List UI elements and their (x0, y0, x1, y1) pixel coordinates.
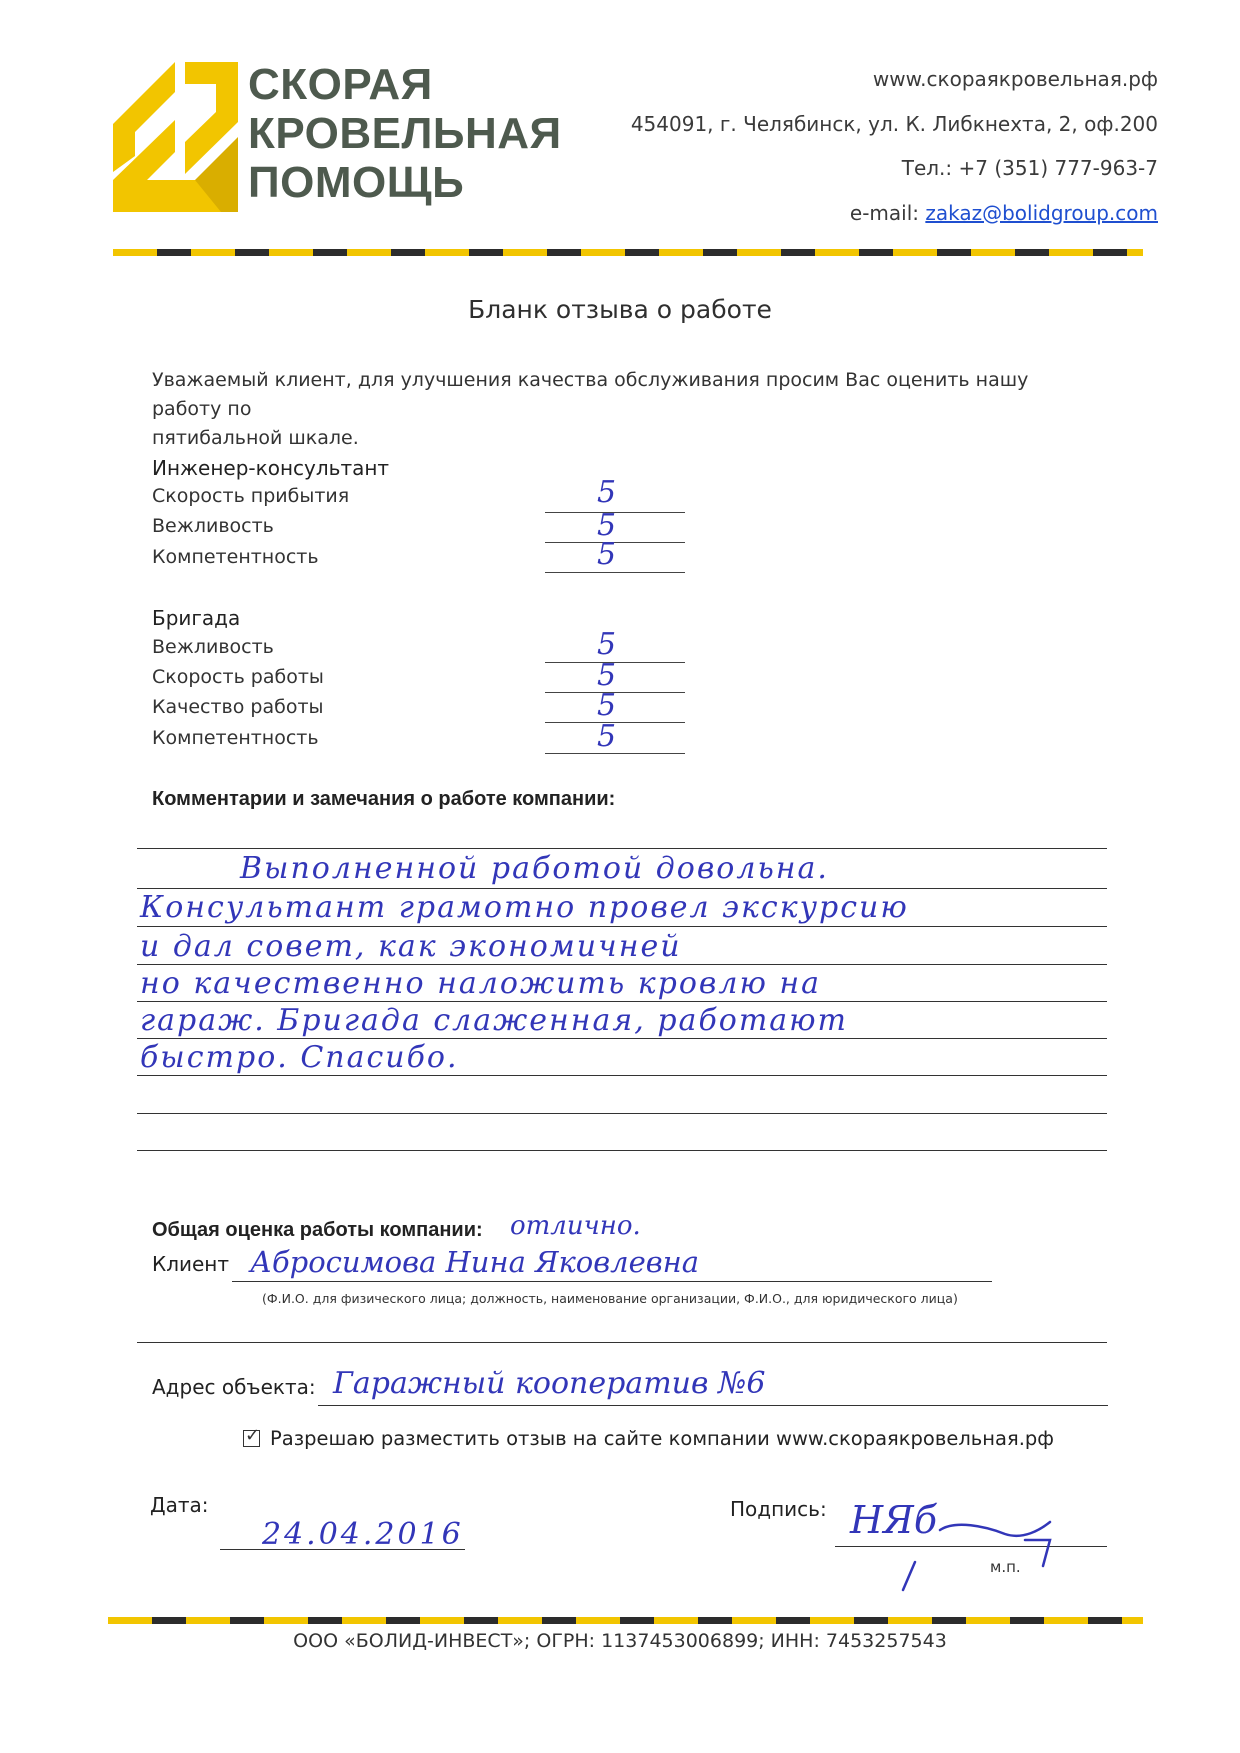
comment-line (137, 1038, 1107, 1039)
engineer-score[interactable]: 5 (597, 537, 617, 572)
comment-text-line[interactable]: быстро. Спасибо. (140, 1040, 459, 1075)
website-link[interactable]: www.скораякровельная.рф (872, 67, 1158, 91)
comment-line (137, 1150, 1107, 1151)
comment-line (137, 888, 1107, 889)
object-address-value[interactable]: Гаражный кооператив №6 (333, 1366, 766, 1401)
comment-text-line[interactable]: и дал совет, как экономичней (140, 929, 682, 964)
form-intro (152, 366, 1102, 453)
consent-text: Разрешаю разместить отзыв на сайте компании www.скораякровельная.рф (270, 1427, 1054, 1450)
client-label: Клиент (152, 1252, 230, 1276)
comment-text-line[interactable]: гараж. Бригада слаженная, работают (140, 1003, 849, 1038)
brigade-score[interactable]: 5 (597, 627, 617, 662)
engineer-score[interactable]: 5 (597, 508, 617, 543)
comment-line (137, 1075, 1107, 1076)
brigade-heading: Бригада (152, 606, 241, 630)
client-line (232, 1281, 992, 1282)
brigade-score[interactable]: 5 (597, 658, 617, 693)
engineer-criterion-label: Вежливость (152, 515, 274, 537)
email-label: e-mail: (849, 200, 926, 225)
intro-line-2: пятибальной шкале. (152, 427, 359, 449)
company-requisites: ООО «БОЛИД-ИНВЕСТ»; ОГРН: 1137453006899; ИНН: 7453257543 (293, 1630, 947, 1652)
client-field-note: (Ф.И.О. для физического лица; должность, наименование организации, Ф.И.О., для юридического лица) (262, 1291, 958, 1306)
footer-stripe (108, 1617, 1143, 1624)
logo-line-1: СКОРАЯ (248, 60, 433, 109)
date-label: Дата: (150, 1493, 209, 1517)
header-stripe (113, 249, 1143, 256)
comment-line (137, 1113, 1107, 1114)
company-phone: Тел.: +7 (351) 777-963-7 (901, 156, 1158, 180)
logo-line-2: КРОВЕЛЬНАЯ (248, 109, 562, 158)
comment-text-line[interactable]: но качественно наложить кровлю на (140, 966, 822, 1001)
brigade-criterion-label: Качество работы (152, 696, 324, 718)
logo-line-3: ПОМОЩЬ (248, 158, 465, 207)
date-value[interactable]: 24.04.2016 (262, 1517, 464, 1552)
company-contacts (631, 62, 1158, 240)
engineer-criterion-label: Компетентность (152, 546, 319, 568)
brigade-criterion-label: Вежливость (152, 636, 274, 658)
comments-heading: Комментарии и замечания о работе компании: (152, 788, 616, 810)
company-address: 454091, г. Челябинск, ул. К. Либкнехта, 2, оф.200 (630, 111, 1158, 136)
signature-mark (845, 1500, 1060, 1592)
checkmark-icon: ✓ (245, 1425, 261, 1446)
form-title: Бланк отзыва о работе (468, 295, 772, 324)
company-logo-mark (113, 62, 238, 212)
overall-rating-value[interactable]: отлично. (510, 1211, 641, 1241)
company-email (631, 196, 1158, 241)
object-address-line (318, 1405, 1108, 1406)
brigade-score[interactable]: 5 (597, 719, 617, 754)
comment-text-line[interactable]: Выполненной работой довольна. (240, 851, 829, 886)
comment-line (137, 1001, 1107, 1002)
email-link[interactable]: zakaz@bolidgroup.com (925, 200, 1158, 225)
object-address-label: Адрес объекта: (152, 1375, 316, 1399)
comment-line (137, 964, 1107, 965)
comment-line (137, 848, 1107, 849)
comment-text-line[interactable]: Консультант грамотно провел экскурсию (140, 890, 909, 925)
brigade-criterion-label: Компетентность (152, 727, 319, 749)
brigade-score[interactable]: 5 (597, 688, 617, 723)
stamp-place-note: м.п. (990, 1558, 1021, 1576)
engineer-score[interactable]: 5 (597, 475, 617, 510)
engineer-heading: Инженер-консультант (152, 456, 390, 480)
intro-line-1: Уважаемый клиент, для улучшения качества обслуживания просим Вас оценить нашу работу по (152, 369, 1029, 420)
client-name-value[interactable]: Абросимова Нина Яковлевна (250, 1245, 700, 1279)
engineer-criterion-label: Скорость прибытия (152, 485, 350, 507)
client-extra-line (137, 1342, 1107, 1343)
signature-handwritten: НЯб (850, 1498, 938, 1542)
date-line (220, 1549, 465, 1550)
brigade-criterion-label: Скорость работы (152, 666, 324, 688)
overall-rating-label: Общая оценка работы компании: (152, 1219, 483, 1241)
signature-label: Подпись: (730, 1497, 827, 1521)
company-logo-text (248, 60, 562, 207)
comment-line (137, 926, 1107, 927)
score-line (545, 572, 685, 573)
